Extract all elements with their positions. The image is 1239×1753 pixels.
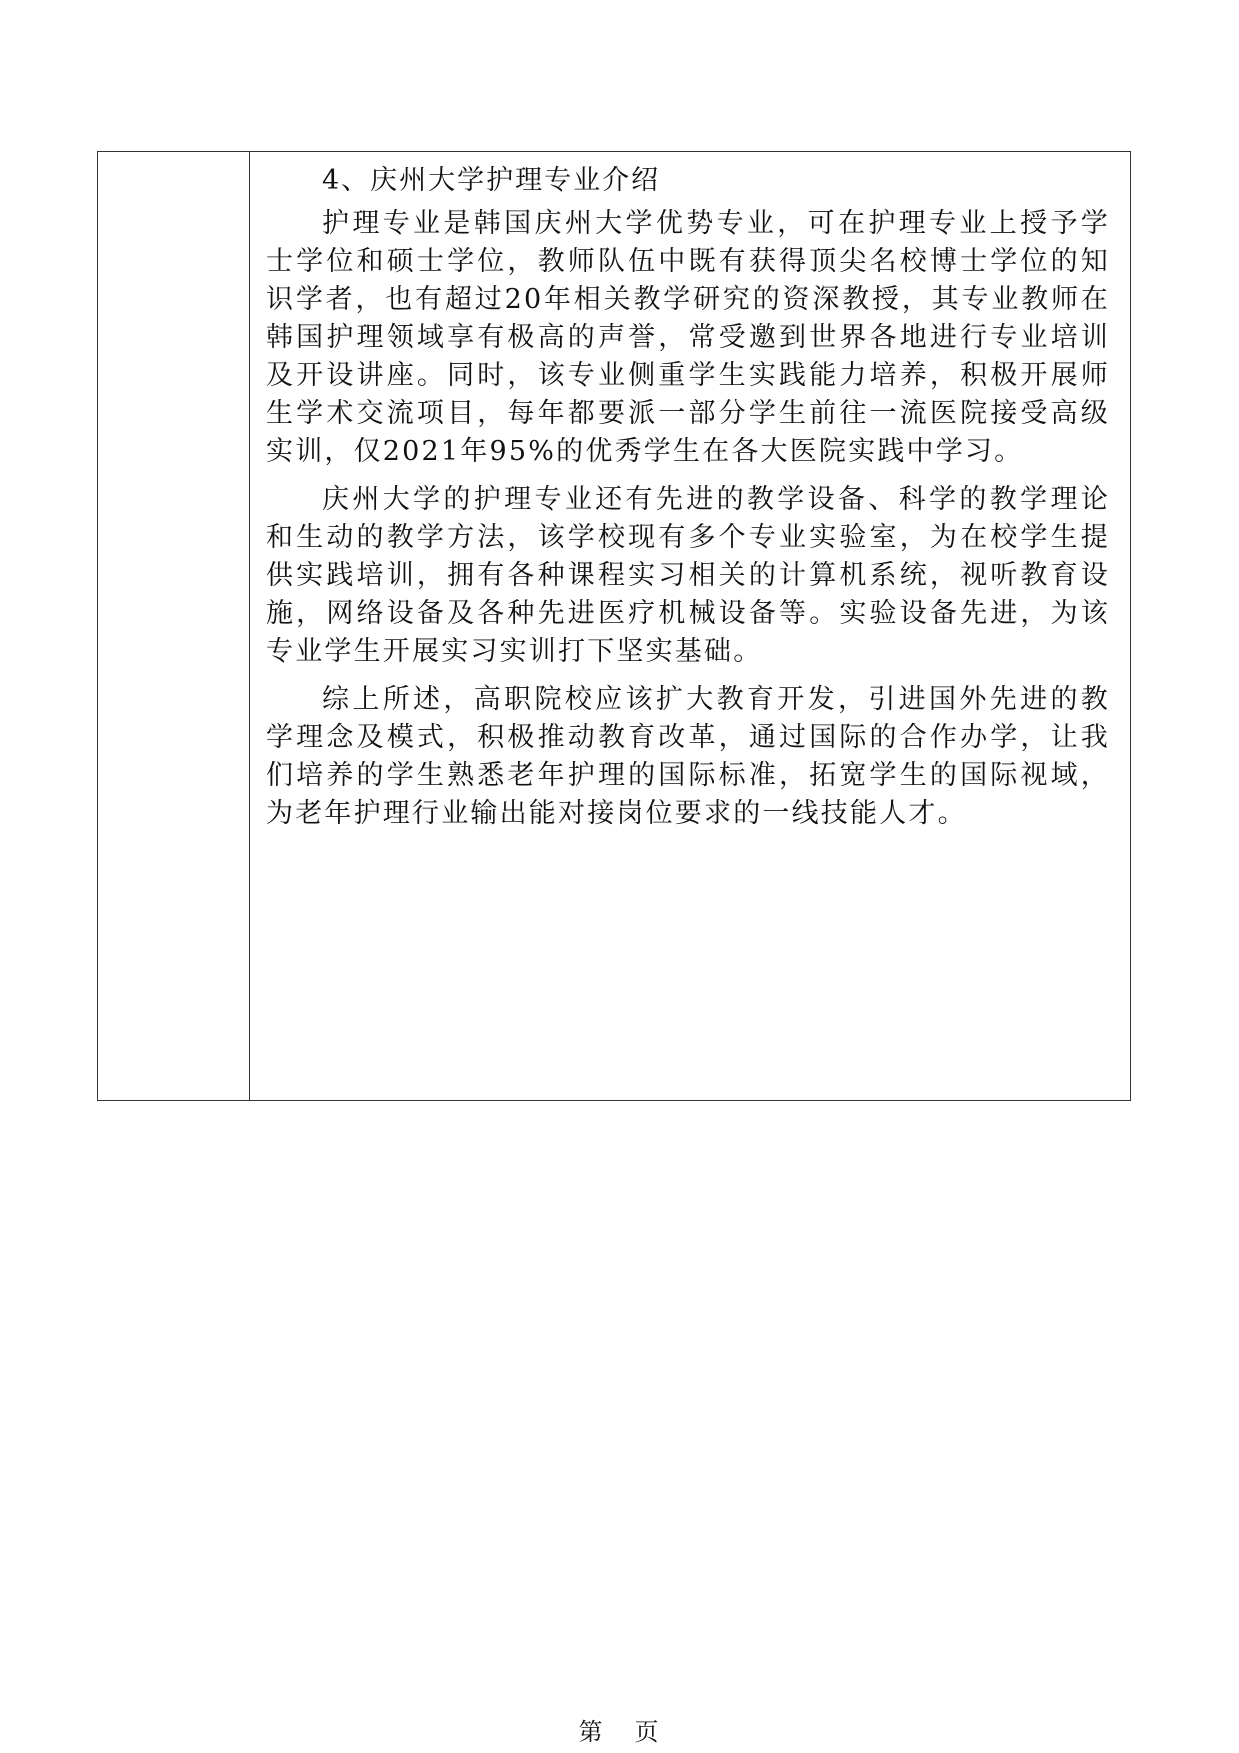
page-suffix: 页 <box>634 1718 661 1746</box>
paragraph-nursing-major: 护理专业是韩国庆州大学优势专业，可在护理专业上授予学士学位和硕士学位，教师队伍中既有获得顶尖名校博士学位的知识学者，也有超过20年相关教学研究的资深教授，其专业教师在韩国护理领域享有极高的声誉，常受邀到世界各地进行专业培训及开设讲座。同时，该专业侧重学生实践能力培养，积极开展师生学术交流项目，每年都要派一部分学生前往一流医院接受高级实训，仅2021年95%的优秀学生在各大医院实践中学习。 <box>266 208 1110 467</box>
paragraph-teaching-facilities: 庆州大学的护理专业还有先进的教学设备、科学的教学理论和生动的教学方法，该学校现有多个专业实验室，为在校学生提供实践培训，拥有各种课程实习相关的计算机系统，视听教育设施，网络设备及各种先进医疗机械设备等。实验设备先进，为该专业学生开展实习实训打下坚实基础。 <box>266 484 1110 667</box>
paragraph-summary: 综上所述，高职院校应该扩大教育开发，引进国外先进的教学理念及模式，积极推动教育改革，通过国际的合作办学，让我们培养的学生熟悉老年护理的国际标准，拓宽学生的国际视域，为老年护理行业输出能对接岗位要求的一线技能人才。 <box>266 684 1110 829</box>
page-prefix: 第 <box>578 1718 605 1746</box>
table-content-cell <box>250 152 1130 1100</box>
content-table <box>97 151 1131 1101</box>
page-number <box>0 1717 1239 1747</box>
section-heading: 4、庆州大学护理专业介绍 <box>322 165 661 196</box>
table-label-cell <box>98 152 250 1100</box>
